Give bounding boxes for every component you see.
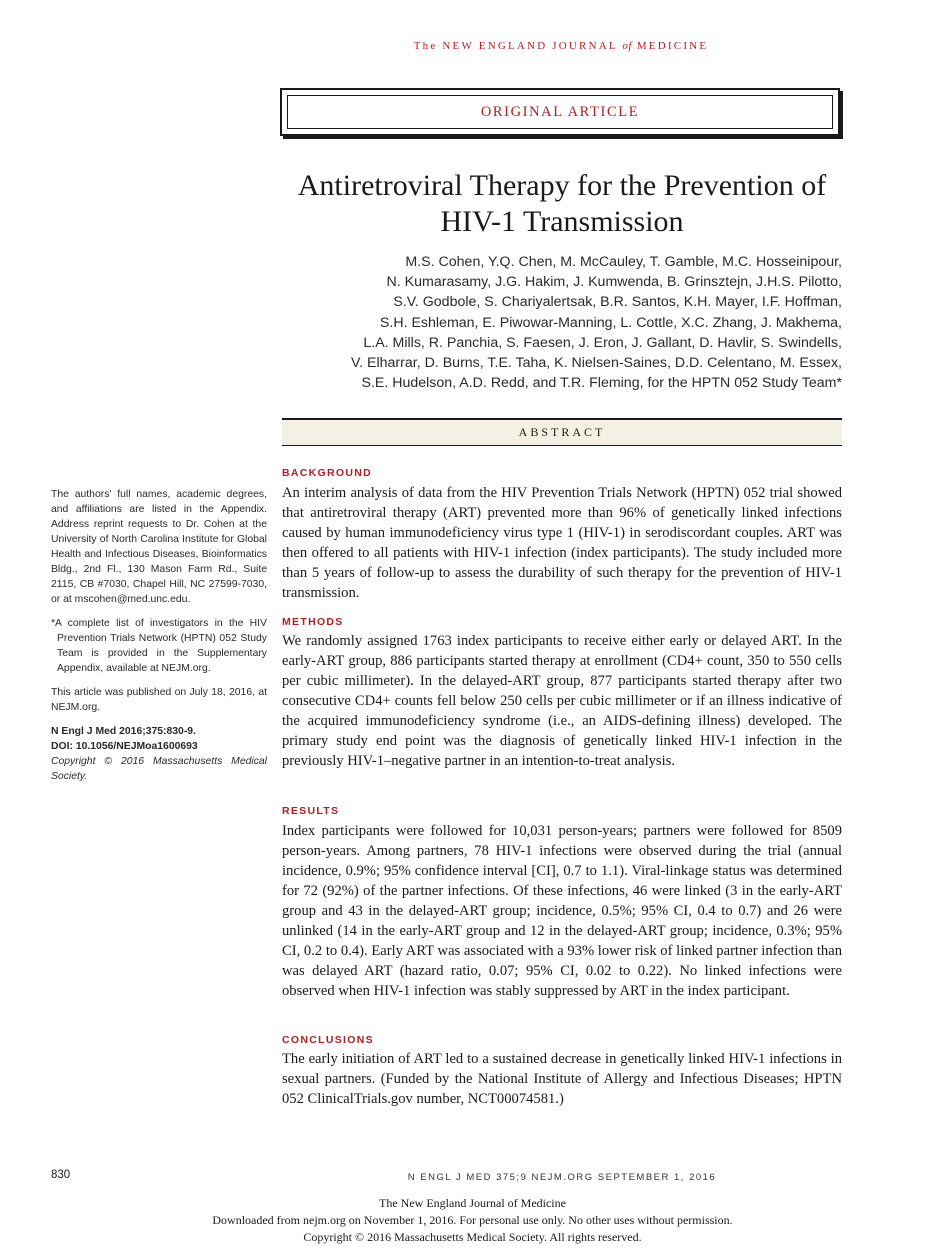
background-heading: BACKGROUND bbox=[282, 467, 372, 479]
journal-name-of: of bbox=[622, 40, 632, 52]
download-notice bbox=[0, 1195, 945, 1246]
results-text: Index participants were followed for 10,031 person-years; partners were followed for 8509 person-years. Among partners, 78 HIV-1 infections were observed during the trial (annual incidence, 0.9%; 95% confidence interval [CI], 0.7 to 1.1). Viral-linkage status was determined for 72 (92%) of the partner infections. Of these infections, 46 were linked (3 in the early-ART group and 43 in the delayed-ART group; incidence, 0.5%; 95% CI, 0.4 to 0.7) and 26 were unlinked (14 in the early-ART group and 12 in the delayed-ART group; incidence, 0.3%; 95% CI, 0.2 to 0.4). Early ART was associated with a 93% lower risk of linked partner infection than was delayed ART (hazard ratio, 0.07; 95% CI, 0.02 to 0.22). No linked infections were observed when HIV-1 infection was stably suppressed by ART in the index participant. bbox=[282, 823, 842, 999]
background-text: An interim analysis of data from the HIV Prevention Trials Network (HPTN) 052 trial showed that antiretroviral therapy (ART) prevented more than 96% of genetically linked infections caused by human immunodeficiency virus type 1 (HIV-1) in serodiscordant couples. ART was then offered to all patients with HIV-1 infection (index participants). The study included more than 5 years of follow-up to assess the durability of such therapy for the prevention of HIV-1 transmission. bbox=[282, 485, 842, 601]
methods-heading: METHODS bbox=[282, 616, 344, 628]
running-footer: N ENGL J MED 375;9 NEJM.ORG SEPTEMBER 1, 2016 bbox=[407, 1172, 717, 1183]
author-line: S.H. Eshleman, E. Piwowar-Manning, L. Cottle, X.C. Zhang, J. Makhema, bbox=[379, 314, 842, 331]
copyright-line: Copyright © 2016 Massachusetts Medical Society. All rights reserved. bbox=[303, 1230, 642, 1244]
journal-name-suffix: MEDICINE bbox=[636, 40, 709, 52]
author-line: N. Kumarasamy, J.G. Hakim, J. Kumwenda, B. Grinsztejn, J.H.S. Pilotto, bbox=[386, 274, 842, 291]
abstract-heading: ABSTRACT bbox=[282, 418, 842, 446]
author-list bbox=[282, 252, 842, 393]
sidebar-copyright: Copyright © 2016 Massachusetts Medical Society. bbox=[51, 756, 267, 782]
journal-header bbox=[280, 40, 842, 52]
page-number: 830 bbox=[51, 1169, 71, 1181]
author-line: M.S. Cohen, Y.Q. Chen, M. McCauley, T. Gamble, M.C. Hosseinipour, bbox=[405, 254, 842, 270]
journal-line: The New England Journal of Medicine bbox=[379, 1196, 566, 1210]
methods-text: We randomly assigned 1763 index participants to receive either early or delayed ART. In the early-ART group, 886 participants started therapy at enrollment (CD4+ count, 350 to 550 cells per cubic millimeter). In the delayed-ART group, 877 participants started therapy after two consecutive CD4+ counts fell below 250 cells per cubic millimeter or if an illness indicative of the acquired immunodeficiency syndrome (i.e., an AIDS-defining illness) developed. The primary study end point was the diagnosis of genetically linked HIV-1 infection in the previously HIV-1–negative partner in an intention-to-treat analysis. bbox=[282, 633, 842, 769]
sidebar-notes bbox=[51, 487, 267, 784]
results-heading: RESULTS bbox=[282, 805, 340, 817]
conclusions-heading: CONCLUSIONS bbox=[282, 1034, 374, 1046]
journal-name-prefix: The NEW ENGLAND JOURNAL bbox=[413, 40, 618, 52]
investigators-note: *A complete list of investigators in the HIV Prevention Trials Network (HPTN) 052 Study Team is provided in the Supplementary Appendix, available at NEJM.org. bbox=[51, 618, 267, 674]
citation: N Engl J Med 2016;375:830-9. bbox=[51, 726, 196, 737]
article-type-box bbox=[280, 88, 840, 136]
published-note: This article was published on July 18, 2016, at NEJM.org. bbox=[51, 687, 267, 713]
conclusions-text: The early initiation of ART led to a sustained decrease in genetically linked HIV-1 infections in sexual partners. (Funded by the National Institute of Allergy and Infectious Diseases; HPTN 052 ClinicalTrials.gov number, NCT00074581.) bbox=[282, 1051, 842, 1107]
author-line: S.E. Hudelson, A.D. Redd, and T.R. Fleming, for the HPTN 052 Study Team* bbox=[361, 375, 842, 392]
author-line: L.A. Mills, R. Panchia, S. Faesen, J. Eron, J. Gallant, D. Havlir, S. Swindells, bbox=[363, 334, 842, 351]
download-line: Downloaded from nejm.org on November 1, 2016. For personal use only. No other uses without permission. bbox=[212, 1213, 733, 1227]
article-title: Antiretroviral Therapy for the Prevention of HIV-1 Transmission bbox=[297, 169, 827, 238]
author-line: V. Elharrar, D. Burns, T.E. Taha, K. Nielsen-Saines, D.D. Celentano, M. Essex, bbox=[350, 355, 842, 372]
doi: DOI: 10.1056/NEJMoa1600693 bbox=[51, 741, 198, 752]
affiliations-note: The authors' full names, academic degrees, and affiliations are listed in the Appendix. Address reprint requests to Dr. Cohen at the University of North Carolina Institute for Global Health and Infectious Diseases, Bioinformatics Bldg., 2nd Fl., 130 Mason Farm Rd., Suite 2115, CB #7030, Chapel Hill, NC 27599-7030, or at mscohen@med.unc.edu. bbox=[51, 489, 267, 605]
article-type-label: ORIGINAL ARTICLE bbox=[287, 95, 833, 129]
author-line: S.V. Godbole, S. Chariyalertsak, B.R. Santos, K.H. Mayer, I.F. Hoffman, bbox=[393, 294, 842, 311]
